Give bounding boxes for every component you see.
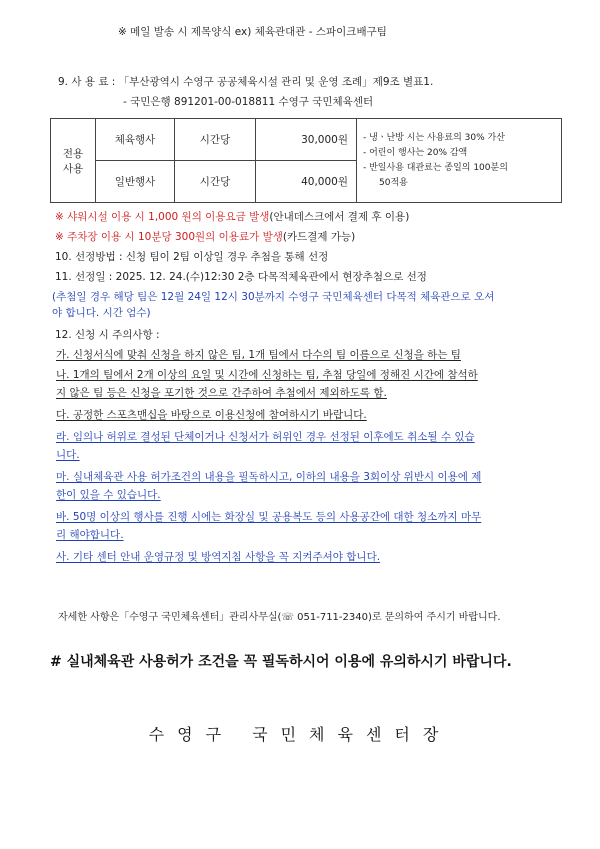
fee-price: 30,000원 bbox=[256, 119, 357, 161]
contact-info: 자세한 사항은「수영구 국민체육센터」관리사무실(☏ 051-711-2340)로 문의하여 주시기 바랍니다. bbox=[58, 612, 501, 623]
caution-line: 리 해야합니다. bbox=[56, 529, 124, 541]
mail-subject-note: ※ 메일 발송 시 제목양식 ex) 체육관대관 - 스파이크배구팀 bbox=[118, 26, 387, 38]
fee-price: 40,000원 bbox=[256, 161, 357, 203]
caution-line: 나. 1개의 팀에서 2개 이상의 요일 및 시간에 신청하는 팀, 추첨 당일에 정해진 시간에 참석하 bbox=[56, 369, 478, 381]
organization-name: 수영구 국민체육센터장 bbox=[148, 725, 452, 744]
parking-notice-detail: (카드결제 가능) bbox=[282, 231, 356, 243]
caution-line: 다. 공정한 스포츠맨십을 바탕으로 이용신청에 참여하시기 바랍니다. bbox=[56, 409, 367, 421]
item-12-cautions: 12. 신청 시 주의사항 : bbox=[55, 329, 160, 341]
caution-line: 마. 실내체육관 사용 허가조건의 내용을 필독하시고, 이하의 내용을 3회이상 위반시 이용에 제 bbox=[56, 471, 482, 483]
fee-note: - 어린이 행사는 20% 감액 bbox=[363, 147, 468, 158]
fee-note: - 냉ㆍ난방 시는 사용료의 30% 가산 bbox=[363, 132, 505, 143]
caution-line: 라. 임의나 허위로 결성된 단체이거나 신청서가 허위인 경우 선정된 이후에도 취소될 수 있습 bbox=[56, 431, 475, 443]
item-9-fee: 9. 사 용 료 : 「부산광역시 수영구 공공체육시설 관리 및 운영 조례」제9조 별표1. bbox=[58, 76, 434, 88]
caution-line: 가. 신청서식에 맞춰 신청을 하지 않은 팀, 1개 팀에서 다수의 팀 이름으로 신청을 하는 팀 bbox=[56, 349, 461, 361]
item-10-selection-method: 10. 선정방법 : 신청 팀이 2팀 이상일 경우 추첨을 통해 선정 bbox=[55, 251, 329, 263]
fee-category: 전용 사용 bbox=[51, 119, 96, 203]
shower-notice-highlight: ※ 샤워시설 이용 시 1,000 원의 이용요금 발생 bbox=[55, 211, 270, 223]
bank-account: - 국민은행 891201-00-018811 수영구 국민체육센터 bbox=[123, 96, 374, 108]
fee-unit: 시간당 bbox=[175, 119, 256, 161]
caution-line: 한이 있을 수 있습니다. bbox=[56, 489, 161, 501]
fee-unit: 시간당 bbox=[175, 161, 256, 203]
fee-notes bbox=[357, 119, 562, 203]
fee-type: 체육행사 bbox=[96, 119, 175, 161]
caution-line: 바. 50명 이상의 행사를 진행 시에는 화장실 및 공용복도 등의 사용공간에 대한 청소까지 마무 bbox=[56, 511, 482, 523]
parking-notice-highlight: ※ 주차장 이용 시 10분당 300원의 이용료가 발생 bbox=[55, 231, 283, 243]
fee-note: - 반일사용 대관료는 종일의 100분의 bbox=[363, 162, 508, 173]
caution-line: 지 않은 팀 등은 신청을 포기한 것으로 간주하여 추첨에서 제외하도록 함. bbox=[56, 387, 387, 399]
usage-notice: # 실내체육관 사용허가 조건을 꼭 필독하시어 이용에 유의하시기 바랍니다. bbox=[50, 654, 512, 670]
parking-notice bbox=[55, 230, 355, 244]
shower-notice-detail: (안내데스크에서 결제 후 이용) bbox=[269, 211, 410, 223]
fee-type: 일반행사 bbox=[96, 161, 175, 203]
shower-notice bbox=[55, 210, 409, 224]
item-11-note: 야 합니다. 시간 엄수) bbox=[52, 307, 151, 319]
fee-table bbox=[50, 118, 562, 203]
item-11-note: (추첨일 경우 해당 팀은 12월 24일 12시 30분까지 수영구 국민체육센터 다목적 체육관으로 오셔 bbox=[52, 291, 495, 303]
fee-note: 50적용 bbox=[379, 177, 408, 188]
item-11-selection-date: 11. 선정일 : 2025. 12. 24.(수)12:30 2층 다목적체육관에서 현장추첨으로 선정 bbox=[55, 271, 427, 283]
caution-line: 사. 기타 센터 안내 운영규정 및 방역지침 사항을 꼭 지켜주셔야 합니다. bbox=[56, 551, 381, 563]
caution-line: 니다. bbox=[56, 449, 80, 461]
